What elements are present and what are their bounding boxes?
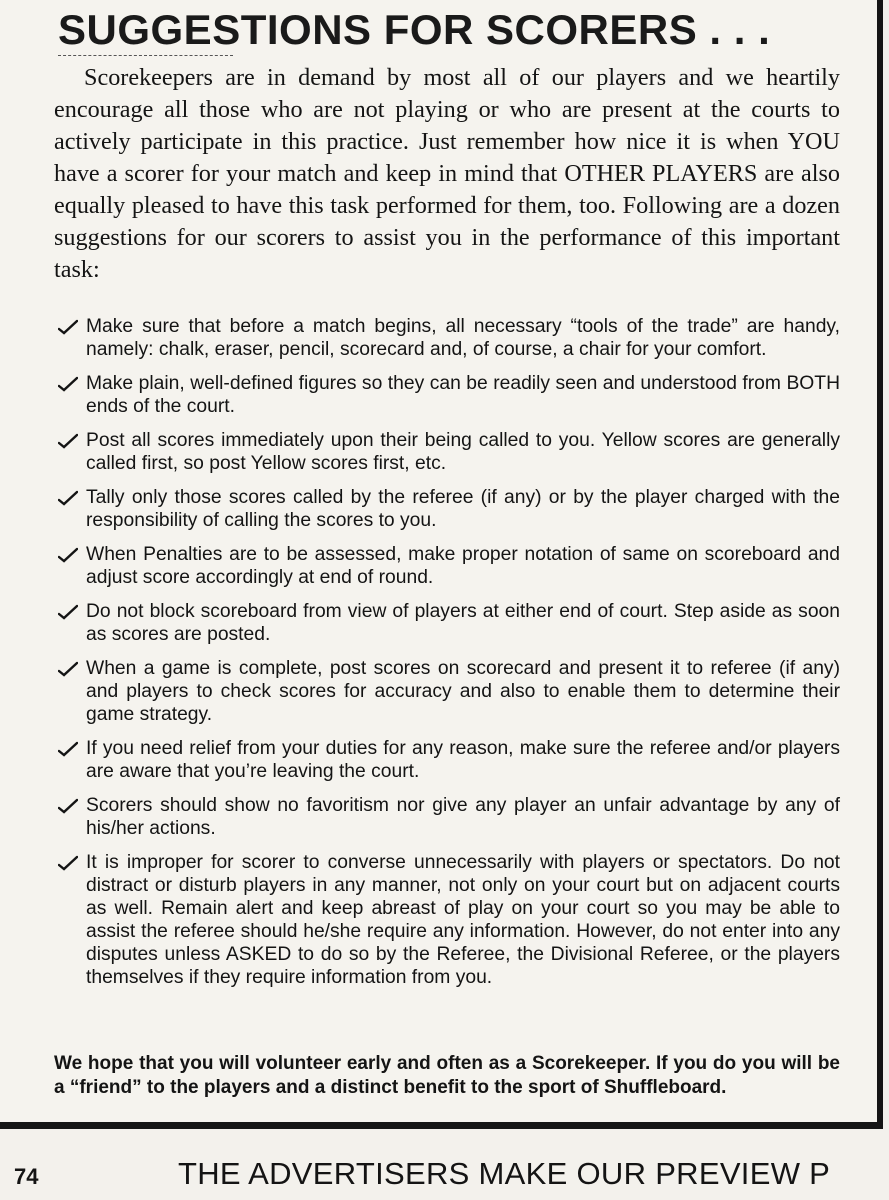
list-item-text: Make plain, well-defined figures so they can be readily seen and understood from BOTH ends of the court. <box>86 373 840 417</box>
intro-paragraph: Scorekeepers are in demand by most all of our players and we heartily encourage all those who are not playing or who are present at the courts to actively participate in this practice. Just remember how nice it is when YOU have a scorer for your match and keep in mind that OTHER PLAYERS are also equally pleased to have this task performed for them, too. Following are a dozen suggestions for our scorers to assist you in the performance of this important task: <box>54 64 840 283</box>
page-footer <box>0 1152 889 1200</box>
list-item <box>54 372 840 418</box>
checkmark-icon <box>58 319 78 335</box>
list-item-text: Tally only those scores called by the referee (if any) or by the player charged with the responsibility of calling the scores to you. <box>86 487 840 531</box>
list-item-text: Scorers should show no favoritism nor give any player an unfair advantage by any of his/her actions. <box>86 795 840 839</box>
checkmark-icon <box>58 741 78 757</box>
list-item-text: Make sure that before a match begins, all necessary “tools of the trade” are handy, namely: chalk, eraser, pencil, scorecard and, of course, a chair for your comfort. <box>86 316 840 360</box>
list-item <box>54 657 840 726</box>
list-item <box>54 543 840 589</box>
closing-paragraph: We hope that you will volunteer early and often as a Scorekeeper. If you do you will be a “friend” to the players and a distinct benefit to the sport of Shuffleboard. <box>54 1053 840 1098</box>
checkmark-icon <box>58 855 78 871</box>
checkmark-icon <box>58 433 78 449</box>
list-item-text: It is improper for scorer to converse unnecessarily with players or spectators. Do not distract or disturb players in any manner, not only on your court but on adjacent courts as well. Remain alert and keep abreast of play on your court so you may be able to assist the referee should he/she require any information. However, do not enter into any disputes unless ASKED to do so by the Referee, the Divisional Referee, or the players themselves if they require information from you. <box>86 852 840 988</box>
list-item <box>54 794 840 840</box>
list-item-text: When a game is complete, post scores on scorecard and present it to referee (if any) and players to check scores for accuracy and also to enable them to determine their game strategy. <box>86 658 840 725</box>
list-item-text: When Penalties are to be assessed, make proper notation of same on scoreboard and adjust score accordingly at end of round. <box>86 544 840 588</box>
list-item-text: Post all scores immediately upon their being called to you. Yellow scores are generally called first, so post Yellow scores first, etc. <box>86 430 840 474</box>
list-item-text: Do not block scoreboard from view of players at either end of court. Step aside as soon as scores are posted. <box>86 601 840 645</box>
list-item-text: If you need relief from your duties for any reason, make sure the referee and/or players are aware that you’re leaving the court. <box>86 738 840 782</box>
checkmark-icon <box>58 547 78 563</box>
title-underline <box>58 55 233 56</box>
list-item <box>54 486 840 532</box>
checkmark-icon <box>58 661 78 677</box>
checkmark-icon <box>58 798 78 814</box>
list-item <box>54 429 840 475</box>
suggestion-list <box>54 315 840 1000</box>
list-item <box>54 600 840 646</box>
list-item <box>54 737 840 783</box>
list-item <box>54 851 840 989</box>
checkmark-icon <box>58 604 78 620</box>
page-title: SUGGESTIONS FOR SCORERS . . . <box>58 6 771 53</box>
checkmark-icon <box>58 490 78 506</box>
page-number: 74 <box>14 1164 39 1189</box>
footer-banner-text: THE ADVERTISERS MAKE OUR PREVIEW P <box>178 1156 831 1191</box>
checkmark-icon <box>58 376 78 392</box>
list-item <box>54 315 840 361</box>
